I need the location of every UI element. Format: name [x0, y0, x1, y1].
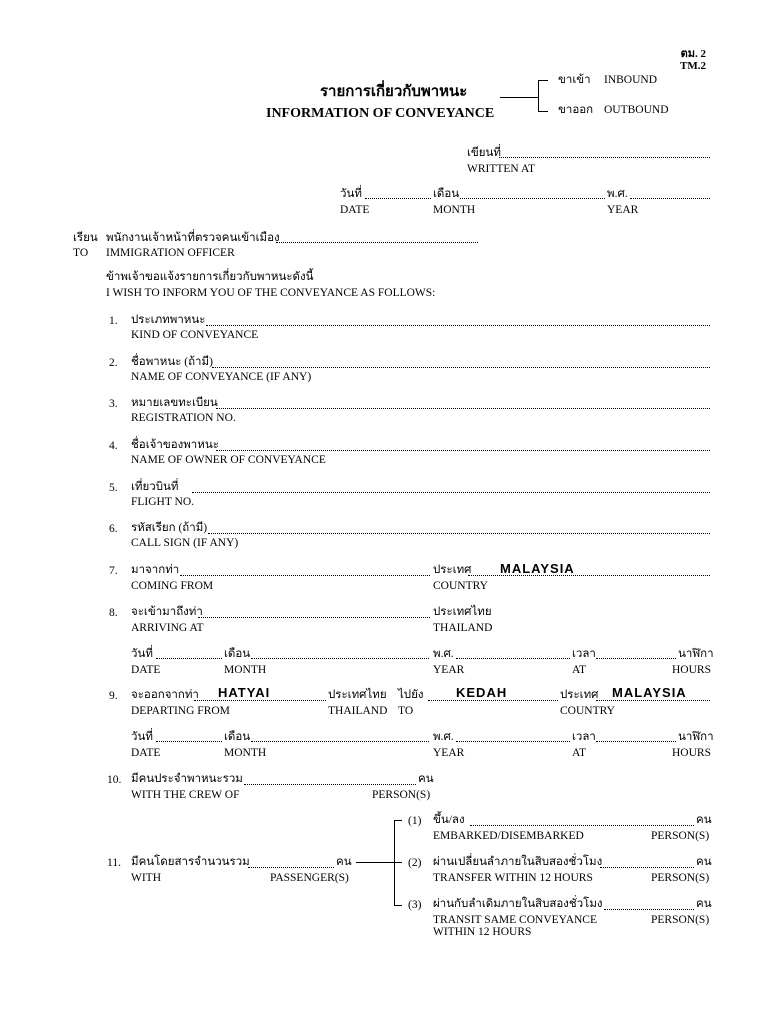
departing-from-label-thai: จะออกจากท่า	[131, 689, 199, 701]
transit-count-field[interactable]	[604, 908, 694, 910]
officer-label: IMMIGRATION OFFICER	[106, 247, 235, 259]
crew-label: WITH THE CREW OF	[131, 789, 240, 801]
title-thai: รายการเกี่ยวกับพาหนะ	[320, 84, 468, 100]
transit-unit: PERSON(S)	[651, 914, 710, 926]
coming-from-label: COMING FROM	[131, 580, 214, 592]
registration-no-field[interactable]	[216, 407, 710, 409]
crew-label-thai: มีคนประจำพาหนะรวม	[131, 773, 243, 785]
transfer-unit: PERSON(S)	[651, 872, 710, 884]
passengers-unit-thai: คน	[336, 856, 352, 868]
item-label: NAME OF CONVEYANCE (IF ANY)	[131, 371, 312, 383]
sub-item-number: (2)	[408, 857, 422, 869]
to-label: TO	[73, 247, 89, 259]
arrival-hours-label: HOURS	[672, 664, 711, 676]
outbound-option[interactable]: OUTBOUND	[604, 104, 669, 116]
arriving-at-label: ARRIVING AT	[131, 622, 204, 634]
departure-month-label-thai: เดือน	[224, 731, 251, 743]
coming-from-label-thai: มาจากท่า	[131, 564, 180, 576]
item-number: 3.	[109, 398, 118, 410]
arrival-month-label: MONTH	[224, 664, 267, 676]
arrival-year-label-thai: พ.ศ.	[433, 648, 454, 660]
departure-date-label-thai: วันที่	[131, 731, 153, 743]
arrival-year-label: YEAR	[433, 664, 465, 676]
transfer-count-field[interactable]	[600, 866, 694, 868]
direction-connector	[500, 97, 538, 98]
departing-from-label: DEPARTING FROM	[131, 705, 230, 717]
month-label-thai: เดือน	[433, 188, 460, 200]
departure-month-field[interactable]	[251, 740, 429, 742]
arrival-month-field[interactable]	[251, 657, 429, 659]
departure-hours-label-thai: นาฬิกา	[678, 731, 714, 743]
passengers-unit: PASSENGER(S)	[270, 872, 349, 884]
item-number: 9.	[109, 690, 118, 702]
item-label: CALL SIGN (IF ANY)	[131, 537, 239, 549]
written-at-label: WRITTEN AT	[467, 163, 536, 175]
transit-label-thai: ผ่านกับลำเดิมภายในสิบสองชั่วโมง	[433, 898, 603, 910]
inbound-thai: ขาเข้า	[558, 74, 591, 86]
destination-country-label-thai: ประเทศ	[560, 689, 599, 701]
inbound-option[interactable]: INBOUND	[604, 74, 658, 86]
outbound-thai: ขาออก	[558, 104, 594, 116]
thailand-label: THAILAND	[433, 622, 493, 634]
year-label-thai: พ.ศ.	[607, 188, 628, 200]
passengers-label-thai: มีคนโดยสารจำนวนรวม	[131, 856, 250, 868]
item-number: 8.	[109, 607, 118, 619]
transfer-label: TRANSFER WITHIN 12 HOURS	[433, 872, 593, 884]
date-label: DATE	[340, 204, 370, 216]
officer-thai: พนักงานเจ้าหน้าที่ตรวจคนเข้าเมือง	[106, 232, 280, 244]
name-of-conveyance-field[interactable]	[212, 366, 710, 368]
crew-unit-thai: คน	[418, 773, 434, 785]
departing-thailand-label-thai: ประเทศไทย	[328, 689, 387, 701]
written-at-label-thai: เขียนที่	[467, 147, 501, 159]
item-label: KIND OF CONVEYANCE	[131, 329, 259, 341]
arrival-time-field[interactable]	[596, 657, 676, 659]
arrival-month-label-thai: เดือน	[224, 648, 251, 660]
embarked-label-thai: ขึ้น/ลง	[433, 814, 465, 826]
form-number-english: TM.2	[680, 60, 706, 72]
destination-country-label: COUNTRY	[560, 705, 615, 717]
arrival-date-label-thai: วันที่	[131, 648, 153, 660]
departure-year-field[interactable]	[456, 740, 570, 742]
form-number-thai: ตม. 2	[680, 48, 706, 60]
item-number: 11.	[107, 857, 121, 869]
embarked-label: EMBARKED/DISEMBARKED	[433, 830, 584, 842]
embarked-unit: PERSON(S)	[651, 830, 710, 842]
destination-label-thai: ไปยัง	[398, 689, 424, 701]
departure-date-label: DATE	[131, 747, 161, 759]
item-number: 7.	[109, 565, 118, 577]
embarked-unit-thai: คน	[696, 814, 712, 826]
intro-english: I WISH TO INFORM YOU OF THE CONVEYANCE AS FOLLOWS:	[106, 287, 436, 299]
bracket-bottom-tick	[538, 111, 548, 112]
arrival-time-label-thai: เวลา	[572, 648, 596, 660]
item-number: 5.	[109, 482, 118, 494]
officer-field[interactable]	[276, 241, 478, 243]
departure-year-label-thai: พ.ศ.	[433, 731, 454, 743]
coming-from-field[interactable]	[180, 574, 430, 576]
item-number: 6.	[109, 523, 118, 535]
title-english: INFORMATION OF CONVEYANCE	[266, 106, 495, 121]
departure-time-label-thai: เวลา	[572, 731, 596, 743]
item-number: 2.	[109, 357, 118, 369]
item-label-thai: ประเภทพาหนะ	[131, 314, 206, 326]
destination-value: KEDAH	[456, 685, 508, 700]
bracket-tick-2	[394, 862, 402, 863]
destination-label: TO	[398, 705, 414, 717]
sub-item-number: (1)	[408, 815, 422, 827]
transfer-label-thai: ผ่านเปลี่ยนลำภายในสิบสองชั่วโมง	[433, 856, 603, 868]
passengers-count-field[interactable]	[248, 866, 334, 868]
country-label-thai: ประเทศ	[433, 564, 472, 576]
sub-item-number: (3)	[408, 899, 422, 911]
intro-thai: ข้าพเจ้าขอแจ้งรายการเกี่ยวกับพาหนะดังนี้	[106, 271, 314, 283]
bracket-tick-3	[394, 905, 402, 906]
departure-time-label: AT	[572, 747, 587, 759]
owner-of-conveyance-field[interactable]	[216, 449, 710, 451]
departure-year-label: YEAR	[433, 747, 465, 759]
arriving-at-field[interactable]	[198, 616, 430, 618]
flight-no-field[interactable]	[192, 491, 710, 493]
transit-unit-thai: คน	[696, 898, 712, 910]
departure-time-field[interactable]	[596, 740, 676, 742]
embarked-count-field[interactable]	[470, 824, 694, 826]
item-label: FLIGHT NO.	[131, 496, 195, 508]
item-label-thai: ชื่อเจ้าของพาหนะ	[131, 439, 219, 451]
departure-hours-label: HOURS	[672, 747, 711, 759]
crew-unit: PERSON(S)	[372, 789, 431, 801]
item-number: 10.	[107, 774, 122, 786]
call-sign-field[interactable]	[208, 532, 710, 534]
item-label: NAME OF OWNER OF CONVEYANCE	[131, 454, 326, 466]
kind-of-conveyance-field[interactable]	[206, 324, 710, 326]
item-label-thai: เที่ยวบินที่	[131, 481, 179, 493]
year-label: YEAR	[607, 204, 639, 216]
bracket-tick-1	[394, 820, 402, 821]
year-field[interactable]	[630, 197, 710, 199]
arrival-year-field[interactable]	[456, 657, 570, 659]
to-label-thai: เรียน	[73, 232, 98, 244]
item-label-thai: หมายเลขทะเบียน	[131, 397, 218, 409]
coming-country-value: MALAYSIA	[500, 561, 575, 576]
departing-from-value: HATYAI	[218, 685, 271, 700]
date-label-thai: วันที่	[340, 188, 362, 200]
item-label-thai: ชื่อพาหนะ (ถ้ามี)	[131, 356, 213, 368]
month-label: MONTH	[433, 204, 476, 216]
item-label-thai: รหัสเรียก (ถ้ามี)	[131, 522, 208, 534]
transit-label: TRANSIT SAME CONVEYANCE	[433, 914, 597, 926]
departing-thailand-label: THAILAND	[328, 705, 388, 717]
passenger-connector	[356, 862, 394, 863]
transfer-unit-thai: คน	[696, 856, 712, 868]
written-at-field[interactable]	[499, 156, 710, 158]
departure-date-field[interactable]	[156, 740, 222, 742]
departure-month-label: MONTH	[224, 747, 267, 759]
item-label: REGISTRATION NO.	[131, 412, 236, 424]
arrival-hours-label-thai: นาฬิกา	[678, 648, 714, 660]
thailand-label-thai: ประเทศไทย	[433, 606, 492, 618]
destination-country-value: MALAYSIA	[612, 685, 687, 700]
passengers-label: WITH	[131, 872, 162, 884]
bracket-top-tick	[538, 80, 548, 81]
passenger-bracket	[394, 820, 395, 906]
arrival-time-label: AT	[572, 664, 587, 676]
arrival-date-field[interactable]	[156, 657, 222, 659]
transit-label-line2: WITHIN 12 HOURS	[433, 926, 532, 938]
direction-bracket	[538, 80, 539, 112]
item-number: 4.	[109, 440, 118, 452]
month-field[interactable]	[460, 197, 605, 199]
crew-count-field[interactable]	[244, 783, 416, 785]
country-label: COUNTRY	[433, 580, 488, 592]
date-field[interactable]	[365, 197, 431, 199]
item-number: 1.	[109, 315, 118, 327]
arriving-at-label-thai: จะเข้ามาถึงท่า	[131, 606, 203, 618]
arrival-date-label: DATE	[131, 664, 161, 676]
